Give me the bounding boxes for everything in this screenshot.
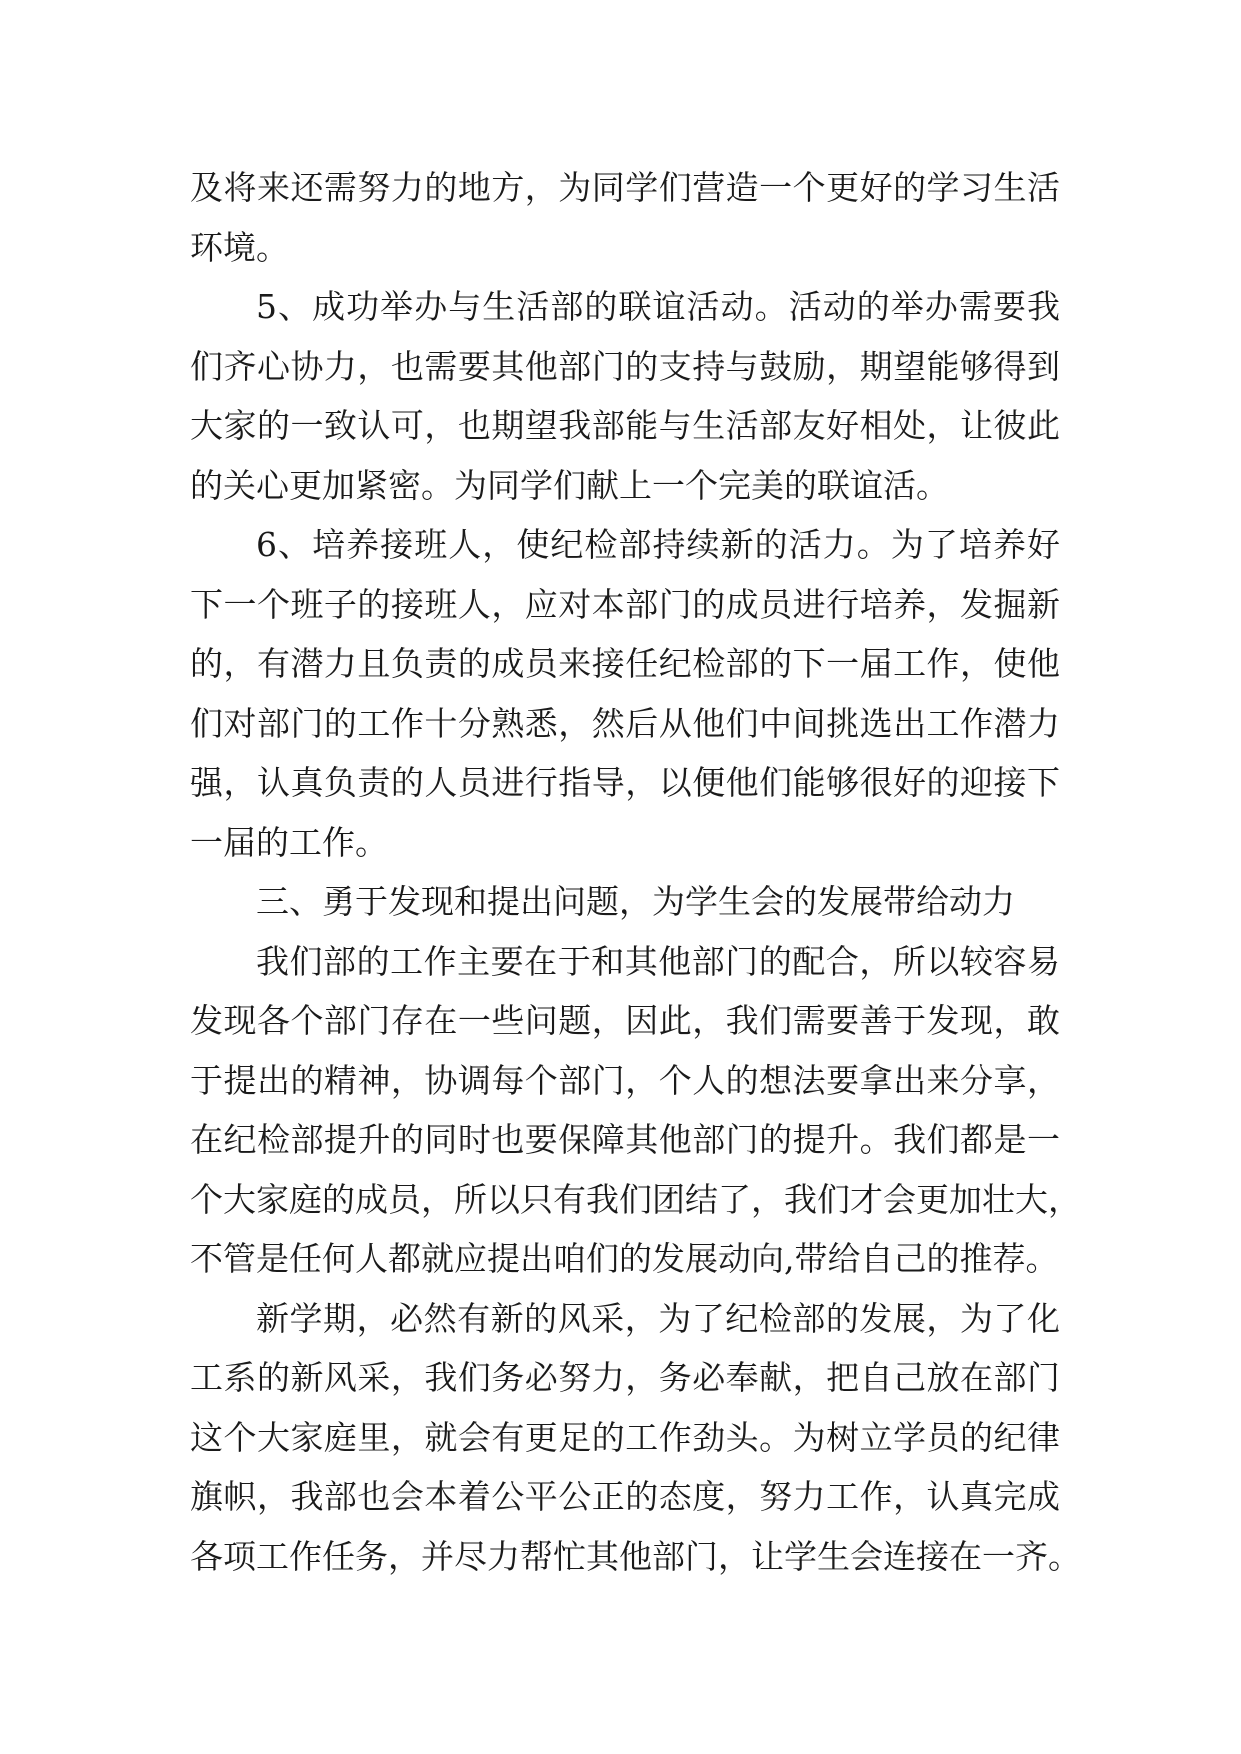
text-line: 三、勇于发现和提出问题，为学生会的发展带给动力 <box>256 882 1015 921</box>
text-line: 的关心更加紧密。为同学们献上一个完美的联谊活。 <box>190 465 949 505</box>
text-line: 环境。 <box>190 227 289 267</box>
text-line: 在纪检部提升的同时也要保障其他部门的提升。我们都是一 <box>190 1120 1060 1159</box>
text-line: 6、培养接班人，使纪检部持续新的活力。为了培养好 <box>256 525 1060 564</box>
text-line: 新学期，必然有新的风采，为了纪检部的发展，为了化 <box>256 1298 1060 1338</box>
text-line: 不管是任何人都就应提出咱们的发展动向,带给自己的推荐。 <box>190 1239 1059 1278</box>
text-line: 于提出的精神，协调每个部门，个人的想法要拿出来分享， <box>190 1060 1060 1100</box>
text-line: 一届的工作。 <box>190 822 388 862</box>
text-line: 及将来还需努力的地方，为同学们营造一个更好的学习生活 <box>190 168 1060 207</box>
text-line: 5、成功举办与生活部的联谊活动。活动的举办需要我 <box>256 287 1060 326</box>
text-line: 的，有潜力且负责的成员来接任纪检部的下一届工作，使他 <box>190 644 1060 683</box>
text-line: 我们部的工作主要在于和其他部门的配合，所以较容易 <box>256 941 1060 981</box>
text-line: 们对部门的工作十分熟悉，然后从他们中间挑选出工作潜力 <box>190 703 1060 743</box>
text-line: 个大家庭的成员，所以只有我们团结了，我们才会更加壮大， <box>190 1179 1081 1219</box>
text-line: 旗帜，我部也会本着公平公正的态度，努力工作，认真完成 <box>190 1477 1060 1516</box>
text-line: 发现各个部门存在一些问题，因此，我们需要善于发现，敢 <box>190 1001 1060 1040</box>
text-line: 们齐心协力，也需要其他部门的支持与鼓励，期望能够得到 <box>190 346 1060 386</box>
document-body <box>190 158 1081 1586</box>
text-line: 各项工作任务，并尽力帮忙其他部门，让学生会连接在一齐。 <box>190 1536 1081 1576</box>
text-line: 工系的新风采，我们务必努力，务必奉献，把自己放在部门 <box>190 1358 1060 1397</box>
text-line: 下一个班子的接班人，应对本部门的成员进行培养，发掘新 <box>190 584 1060 624</box>
text-line: 强，认真负责的人员进行指导，以便他们能够很好的迎接下 <box>190 763 1060 802</box>
text-line: 这个大家庭里，就会有更足的工作劲头。为树立学员的纪律 <box>190 1417 1060 1457</box>
text-line: 大家的一致认可，也期望我部能与生活部友好相处，让彼此 <box>190 406 1060 445</box>
